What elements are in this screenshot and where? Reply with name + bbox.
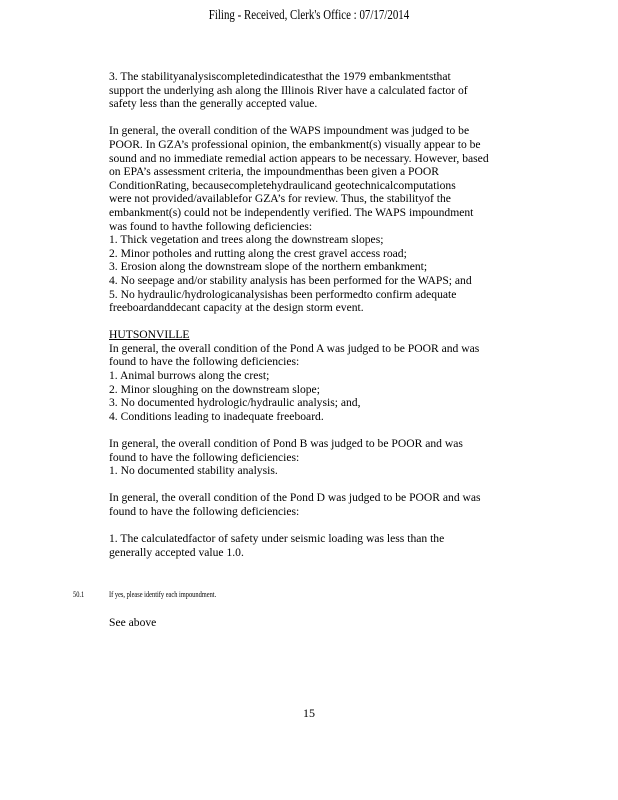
question-text: If yes, please identify each impoundment. <box>109 590 217 599</box>
list-item: 4. No seepage and/or stability analysis has been performed for the WAPS; and <box>109 273 472 287</box>
text-line: support the underlying ash along the Illinois River have a calculated factor of <box>109 83 468 97</box>
text-line: found to have the following deficiencies: <box>109 505 300 518</box>
list-item: 2. Minor sloughing on the downstream slope; <box>109 382 320 396</box>
text-line: on EPA’s assessment criteria, the impoundmenthas been given a POOR <box>109 165 439 179</box>
document-body <box>109 70 539 559</box>
list-item: 4. Conditions leading to inadequate freeboard. <box>109 409 324 423</box>
text-line: In general, the overall condition of the Pond D was judged to be POOR and was <box>109 491 481 505</box>
list-item: 3. Erosion along the downstream slope of the northern embankment; <box>109 260 428 274</box>
text-line: were not provided/availablefor GZA’s for review. Thus, the stabilityof the <box>109 192 451 206</box>
list-item: 1. Thick vegetation and trees along the downstream slopes; <box>109 233 384 247</box>
hutsonville-section <box>109 328 539 423</box>
page-header: Filing - Received, Clerk's Office : 07/17/2014 <box>208 8 410 23</box>
text-line: was found to havthe following deficiencies: <box>109 219 313 233</box>
list-item: freeboardanddecant capacity at the design storm event. <box>109 301 364 315</box>
text-line: In general, the overall condition of the WAPS impoundment was judged to be <box>109 124 470 138</box>
stability-paragraph <box>109 70 539 111</box>
list-item: 1. No documented stability analysis. <box>109 464 278 478</box>
seismic-paragraph <box>109 532 539 559</box>
question-number: 50.1 <box>73 590 85 599</box>
text-line: In general, the overall condition of the Pond A was judged to be POOR and was <box>109 341 480 355</box>
text-line: generally accepted value 1.0. <box>109 545 244 559</box>
text-line: 3. The stabilityanalysiscompletedindicatesthat the 1979 embankmentsthat <box>109 70 451 83</box>
list-item: 3. No documented hydrologic/hydraulic analysis; and, <box>109 396 361 410</box>
text-line: safety less than the generally accepted value. <box>109 97 318 111</box>
text-line: embankment(s) could not be independently verified. The WAPS impoundment <box>109 205 474 219</box>
text-line: found to have the following deficiencies: <box>109 450 300 464</box>
waps-paragraph <box>109 124 539 314</box>
answer-text: See above <box>109 616 157 629</box>
page-number: 15 <box>303 706 315 720</box>
section-heading: HUTSONVILLE <box>109 328 190 342</box>
pond-d-paragraph <box>109 491 539 518</box>
list-item: 5. No hydraulic/hydrologicanalysishas been performedto confirm adequate <box>109 287 457 301</box>
text-line: ConditionRating, becausecompletehydraulicand geotechnicalcomputations <box>109 178 456 192</box>
text-line: In general, the overall condition of Pond B was judged to be POOR and was <box>109 437 463 451</box>
list-item: 1. Animal burrows along the crest; <box>109 369 270 383</box>
text-line: found to have the following deficiencies: <box>109 355 300 369</box>
text-line: sound and no immediate remedial action appears to be necessary. However, based <box>109 151 489 165</box>
list-item: 2. Minor potholes and rutting along the crest gravel access road; <box>109 246 407 260</box>
pond-b-paragraph <box>109 437 539 478</box>
text-line: POOR. In GZA’s professional opinion, the embankment(s) visually appear to be <box>109 137 481 151</box>
list-item: 1. The calculatedfactor of safety under seismic loading was less than the <box>109 532 445 546</box>
